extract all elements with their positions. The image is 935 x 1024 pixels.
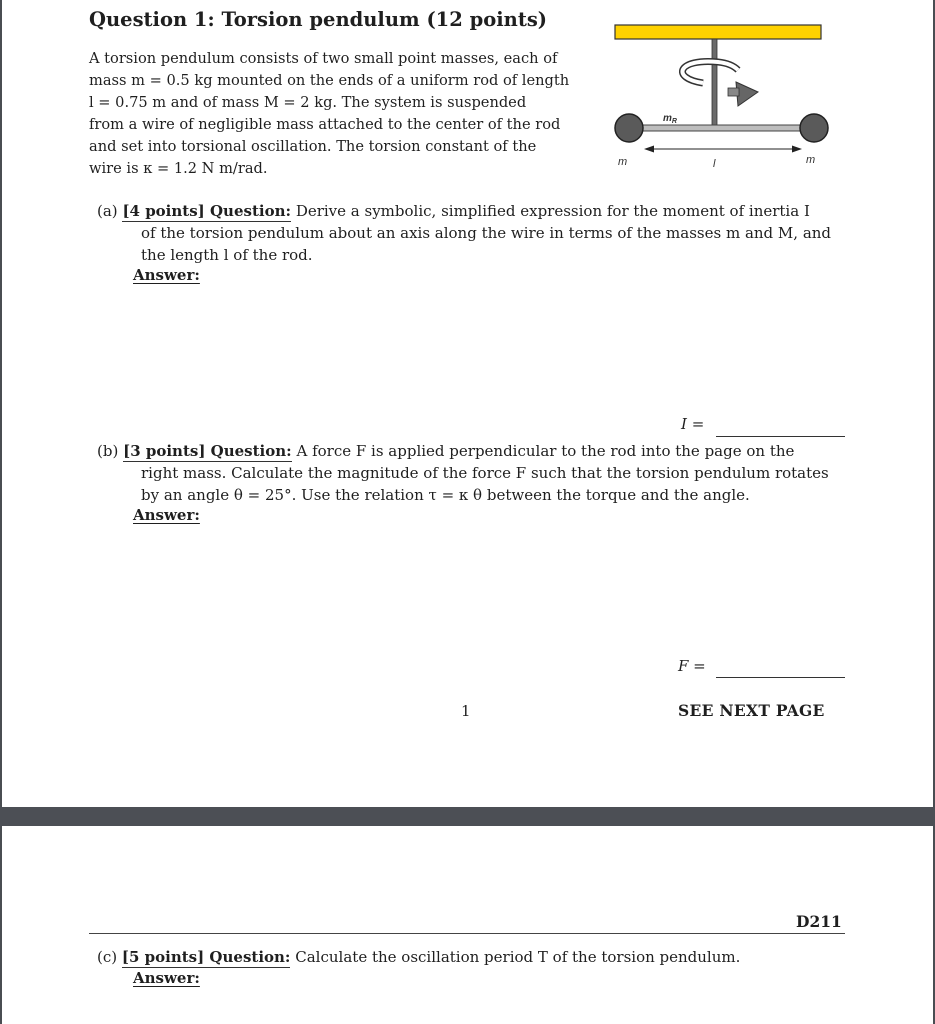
question-title: Question 1: Torsion pendulum (12 points) [89,8,548,31]
length-label: l [713,158,716,170]
part-b-answer-label: Answer: [133,506,200,524]
see-next-page: SEE NEXT PAGE [678,701,825,720]
part-a-result-symbol: I = [681,415,705,433]
part-c-label: (c) [97,948,118,966]
part-c-text: Calculate the oscillation period T of the torsion pendulum. [295,948,741,966]
torsion-pendulum-figure [600,18,835,178]
right-mass [800,114,828,142]
part-c-answer-label: Answer: [133,969,200,987]
part-b-answer-blank[interactable] [716,677,845,678]
wire [712,39,717,127]
intro-line: and set into torsional oscillation. The torsion constant of the [89,138,537,155]
exam-page-1 [2,0,933,807]
part-b-points: [3 points] Question: [123,442,292,460]
mass-right-label: m [806,154,816,166]
part-b-text-line: right mass. Calculate the magnitude of the force F such that the torsion pendulum rotates [141,464,829,482]
part-b [97,440,794,462]
intro-line: l = 0.75 m and of mass M = 2 kg. The system is suspended [89,94,527,111]
intro-line: mass m = 0.5 kg mounted on the ends of a uniform rod of length [89,72,570,89]
intro-line: A torsion pendulum consists of two small point masses, each of [89,50,558,67]
part-a-continued [141,222,831,266]
part-b-text-line: A force F is applied perpendicular to the rod into the page on the [296,442,795,460]
rod-mass-label: $m_R$ [663,113,677,125]
part-a-answer-label: Answer: [133,266,200,284]
part-b-result-symbol: F = [678,657,706,675]
part-a-answer-blank[interactable] [716,436,845,437]
exam-code: D211 [796,912,842,931]
part-a [97,200,810,222]
part-c-points: [5 points] Question: [121,948,291,966]
part-a-text-line: Derive a symbolic, simplified expression for the moment of inertia I [295,202,810,220]
ceiling-bar [615,25,821,39]
page-separator [0,807,935,826]
part-a-label: (a) [97,202,118,220]
part-a-text-line: of the torsion pendulum about an axis along the wire in terms of the masses m and M, and [141,224,832,242]
page-number: 1 [461,702,471,720]
header-rule [89,933,845,934]
question-intro [89,48,589,180]
rod [627,125,800,131]
part-b-label: (b) [97,442,119,460]
part-a-text-line: the length l of the rod. [141,246,313,264]
part-b-continued [141,462,829,506]
part-b-text-line: by an angle θ = 25°. Use the relation τ = κ θ between the torque and the angle. [141,486,750,504]
intro-line: from a wire of negligible mass attached to the center of the rod [89,116,561,133]
left-mass [615,114,643,142]
exam-page-2 [2,826,933,1024]
part-a-points: [4 points] Question: [122,202,292,220]
part-c [97,946,740,968]
mass-left-label: m [618,156,628,168]
intro-line: wire is κ = 1.2 N m/rad. [89,160,268,177]
